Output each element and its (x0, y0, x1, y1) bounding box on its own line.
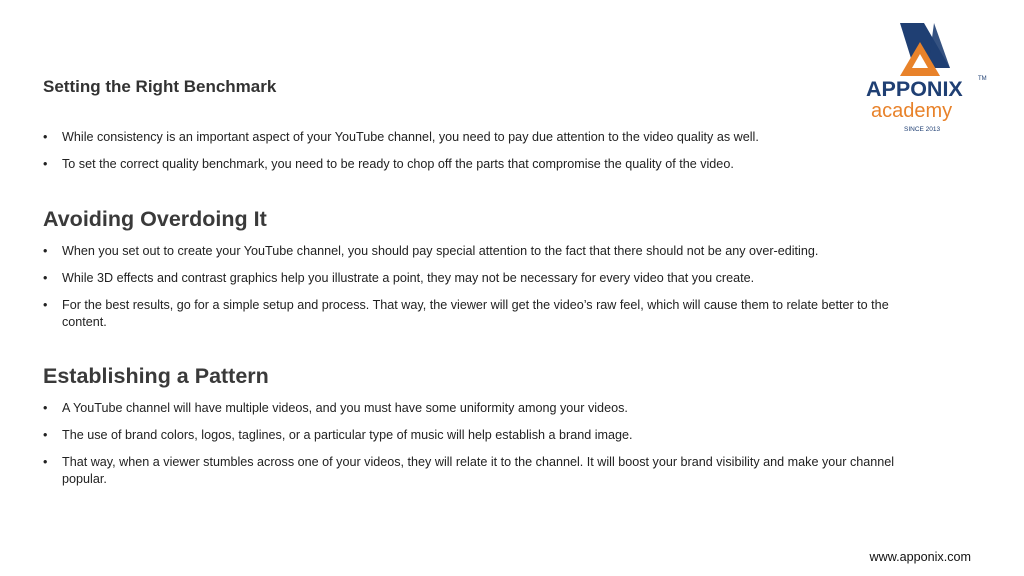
bullet-icon: • (43, 298, 48, 312)
list-item: • That way, when a viewer stumbles across one of your videos, they will relate it to the channel. It will boost your brand visibility and make your channel popular. (43, 455, 895, 486)
apponix-academy-logo (862, 20, 992, 135)
logo-tagline: academy (871, 100, 953, 122)
list-item: • When you set out to create your YouTube channel, you should pay special attention to the fact that there should not be any over-editing. (43, 244, 819, 258)
list-item: • While 3D effects and contrast graphics help you illustrate a point, they may not be necessary for every video that you create. (43, 271, 755, 285)
bullet-icon: • (43, 401, 48, 415)
bullet-icon: • (43, 244, 48, 258)
logo-brand-text: APPONIX (866, 77, 963, 101)
section-3-title: Establishing a Pattern (43, 364, 269, 388)
footer-url[interactable]: www.apponix.com (869, 550, 971, 564)
logo-tm: TM (978, 76, 987, 82)
bullet-icon: • (43, 271, 48, 285)
bullet-icon: • (43, 428, 48, 442)
bullet-icon: • (43, 455, 48, 469)
list-item: • The use of brand colors, logos, taglines, or a particular type of music will help establish a brand image. (43, 428, 633, 442)
list-item: • A YouTube channel will have multiple videos, and you must have some uniformity among your videos. (43, 401, 628, 415)
section-1-title: Setting the Right Benchmark (43, 77, 277, 96)
logo-since: SINCE 2013 (904, 126, 941, 133)
list-item: • To set the correct quality benchmark, you need to be ready to chop off the parts that compromise the quality of the video. (43, 157, 734, 171)
section-2-title: Avoiding Overdoing It (43, 207, 267, 231)
bullet-icon: • (43, 130, 48, 144)
list-item: • While consistency is an important aspect of your YouTube channel, you need to pay due attention to the video quality as well. (43, 130, 759, 144)
bullet-icon: • (43, 157, 48, 171)
list-item: • For the best results, go for a simple setup and process. That way, the viewer will get the video’s raw feel, which will cause them to relate better to the content. (43, 298, 889, 329)
